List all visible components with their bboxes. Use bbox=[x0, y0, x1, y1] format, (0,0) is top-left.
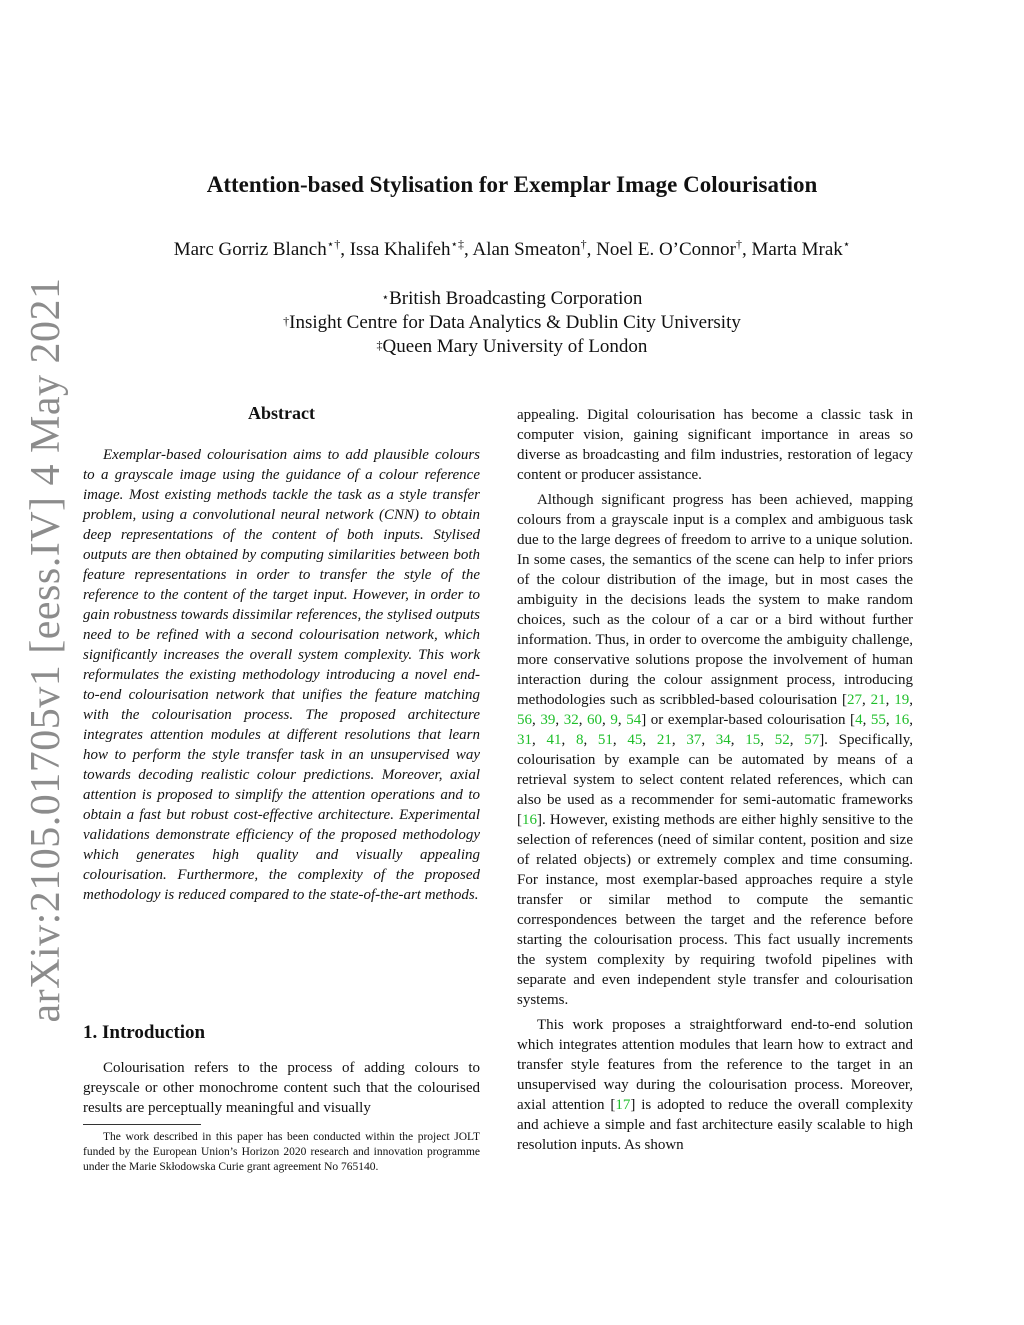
citation-link[interactable]: 45 bbox=[627, 732, 643, 748]
citation-separator: , bbox=[862, 692, 871, 708]
right-column bbox=[517, 405, 913, 1160]
citation-link[interactable]: 34 bbox=[715, 732, 731, 748]
affiliation-mark: ‡ bbox=[376, 338, 383, 352]
paragraph-text: ]. Specifically, colourisation by example can be automated by means of a retrieval system to select content related references, which can also be used as a recommender for semi-automatic frameworks [ bbox=[517, 732, 914, 828]
author-name: Issa Khalifeh bbox=[349, 239, 451, 260]
citation-separator: , bbox=[561, 732, 576, 748]
paragraph-text: ] or exemplar-based colourisation [ bbox=[641, 712, 856, 728]
section-heading-introduction: 1. Introduction bbox=[83, 1022, 206, 1043]
citation-link[interactable]: 60 bbox=[587, 712, 603, 728]
arxiv-identifier: arXiv:2105.01705v1 [eess.IV] 4 May 2021 bbox=[23, 277, 69, 1023]
affiliation-name: British Broadcasting Corporation bbox=[389, 288, 643, 309]
citation-link[interactable]: 9 bbox=[610, 712, 618, 728]
citation-link[interactable]: 16 bbox=[522, 812, 537, 828]
abstract-heading: Abstract bbox=[248, 403, 315, 423]
citation-link[interactable]: 16 bbox=[894, 712, 910, 728]
author-mark: ⋆‡ bbox=[450, 237, 465, 251]
citation-separator: , bbox=[671, 732, 687, 748]
paragraph-text: ]. However, existing methods are either highly sensitive to the selection of references (need of similar content, position and size of related objects) or extremely complex and time consuming. For instance, most exemplar-based approaches require a style transfer or similar method to compute the semantic correspondences between the target and the reference before starting the colourisation process. This fact usually increments the system complexity by requiring twofold pipelines with separate and even independent style transfer and colourisation systems. bbox=[517, 812, 913, 1008]
intro-paragraph-continued: appealing. Digital colourisation has become a classic task in computer vision, gaining significant importance in areas so diverse as broadcasting and film industries, restoration of legacy content or producer assistance. bbox=[517, 407, 913, 483]
citation-link[interactable]: 21 bbox=[656, 732, 672, 748]
footnote: The work described in this paper has been conducted within the project JOLT funded by the European Union’s Horizon 2020 research and innovation programme under the Marie Skłodowska Curie grant agreement No 765140. bbox=[83, 1131, 480, 1173]
author-mark: † bbox=[736, 237, 742, 251]
author-mark: ⋆† bbox=[326, 237, 341, 251]
author-separator: , bbox=[340, 239, 350, 260]
citation-separator: , bbox=[701, 732, 716, 748]
citation-separator: , bbox=[730, 732, 746, 748]
author-name: Marc Gorriz Blanch bbox=[173, 239, 327, 260]
intro-paragraph bbox=[517, 490, 913, 1010]
paper-title: Attention-based Stylisation for Exemplar Image Colourisation bbox=[206, 172, 818, 197]
citation-separator: , bbox=[909, 692, 914, 708]
author-list bbox=[0, 239, 1024, 261]
affiliation-mark: † bbox=[283, 314, 290, 328]
citation-separator: , bbox=[555, 712, 564, 728]
author-mark: ⋆ bbox=[842, 237, 851, 251]
citation-separator: , bbox=[885, 712, 895, 728]
citation-link[interactable]: 21 bbox=[870, 692, 886, 708]
citation-separator: , bbox=[612, 732, 628, 748]
author-separator: , bbox=[464, 239, 473, 260]
intro-paragraph: Colourisation refers to the process of adding colours to greyscale or other monochrome content such that the colourised results are perceptually meaningful and visually bbox=[83, 1060, 480, 1116]
citation-link[interactable]: 37 bbox=[686, 732, 702, 748]
affiliation-name: Queen Mary University of London bbox=[382, 336, 648, 357]
citation-link[interactable]: 15 bbox=[745, 732, 761, 748]
citation-separator: , bbox=[642, 732, 657, 748]
citation-link[interactable]: 39 bbox=[540, 712, 556, 728]
citation-link[interactable]: 19 bbox=[894, 692, 910, 708]
citation-separator: , bbox=[532, 732, 547, 748]
citation-separator: , bbox=[789, 732, 805, 748]
author-separator: , bbox=[586, 239, 597, 260]
citation-separator: , bbox=[532, 712, 541, 728]
author-name: Marta Mrak bbox=[751, 239, 843, 260]
citation-link[interactable]: 27 bbox=[847, 692, 863, 708]
citation-link[interactable]: 54 bbox=[626, 712, 642, 728]
footnote-divider bbox=[83, 1124, 201, 1125]
citation-link[interactable]: 4 bbox=[855, 712, 863, 728]
author-separator: , bbox=[742, 239, 752, 260]
affiliation bbox=[0, 335, 1024, 359]
paragraph-text: ] is adopted to reduce the overall complexity and achieve a simple and fast architecture easily scalable to high resolution inputs. As shown bbox=[517, 1097, 914, 1153]
citation-link[interactable]: 52 bbox=[774, 732, 790, 748]
author-name: Noel E. O’Connor bbox=[596, 239, 736, 260]
author-mark: † bbox=[580, 237, 587, 251]
citation-separator: , bbox=[862, 712, 871, 728]
citation-separator: , bbox=[760, 732, 775, 748]
citation-separator: , bbox=[909, 712, 913, 728]
intro-paragraph bbox=[517, 1015, 913, 1155]
citation-link[interactable]: 31 bbox=[517, 732, 532, 748]
paragraph-text: This work proposes a straightforward end-to-end solution which integrates attention modules that learn how to extract and transfer style features from the reference to the target in an unsupervised way during the colourisation process. Moreover, axial attention [ bbox=[517, 1017, 913, 1113]
citation-separator: , bbox=[583, 732, 598, 748]
author-name: Alan Smeaton bbox=[472, 239, 581, 260]
citation-link[interactable]: 55 bbox=[870, 712, 886, 728]
affiliation-name: Insight Centre for Data Analytics & Dublin City University bbox=[289, 312, 741, 333]
citation-separator: , bbox=[602, 712, 611, 728]
citation-separator: , bbox=[578, 712, 588, 728]
citation-link[interactable]: 51 bbox=[597, 732, 613, 748]
citation-link[interactable]: 56 bbox=[517, 712, 532, 728]
paragraph-text: Although significant progress has been achieved, mapping colours from a grayscale input is a complex and ambiguous task due to the large degrees of freedom to arrive to a unique solution. In some cases, the semantics of the scene can help to infer priors of the colour distribution of the image, but in most cases the ambiguity in the decisions leads the system to make random choices, such as the colour of a car or a bird without further information. Thus, in order to overcome the ambiguity challenge, more conservative solutions propose the involvement of human interaction during the colour assignment process, introducing methodologies such as scribbled-based colourisation [ bbox=[517, 492, 913, 708]
citation-separator: , bbox=[617, 712, 627, 728]
abstract-text: Exemplar-based colourisation aims to add plausible colours to a grayscale image using the guidance of a colour reference image. Most existing methods tackle the task as a style transfer problem, using a convolutional neural network (CNN) to obtain deep representations of the content of both inputs. Stylised outputs are then obtained by computing similarities between both feature representations in order to transfer the style of the reference to the content of the target input. However, in order to gain robustness towards dissimilar references, the stylised outputs need to be refined with a second colourisation network, which significantly increases the overall system complexity. This work reformulates the existing methodology introducing a novel end-to-end colourisation network that unifies the feature matching with the colourisation process. The proposed architecture integrates attention modules at different resolutions that learn how to perform the style transfer task in an unsupervised way towards decoding realistic colour predictions. Moreover, axial attention is proposed to simplify the attention operations and to obtain a fast but robust cost-effective architecture. Experimental validations demonstrate efficiency of the proposed methodology which generates high quality and visually appealing colourisation. Furthermore, the complexity of the proposed methodology is reduced compared to the state-of-the-art methods. bbox=[83, 447, 480, 903]
abstract-section bbox=[83, 403, 480, 905]
affiliation bbox=[0, 311, 1024, 335]
citation-link[interactable]: 8 bbox=[575, 732, 584, 748]
affiliation bbox=[0, 287, 1024, 311]
affiliation-mark: ⋆ bbox=[381, 290, 390, 304]
citation-link[interactable]: 41 bbox=[546, 732, 562, 748]
citation-separator: , bbox=[885, 692, 895, 708]
citation-link[interactable]: 32 bbox=[563, 712, 579, 728]
citation-link[interactable]: 17 bbox=[615, 1097, 631, 1113]
citation-link[interactable]: 57 bbox=[804, 732, 820, 748]
affiliation-list bbox=[0, 287, 1024, 359]
